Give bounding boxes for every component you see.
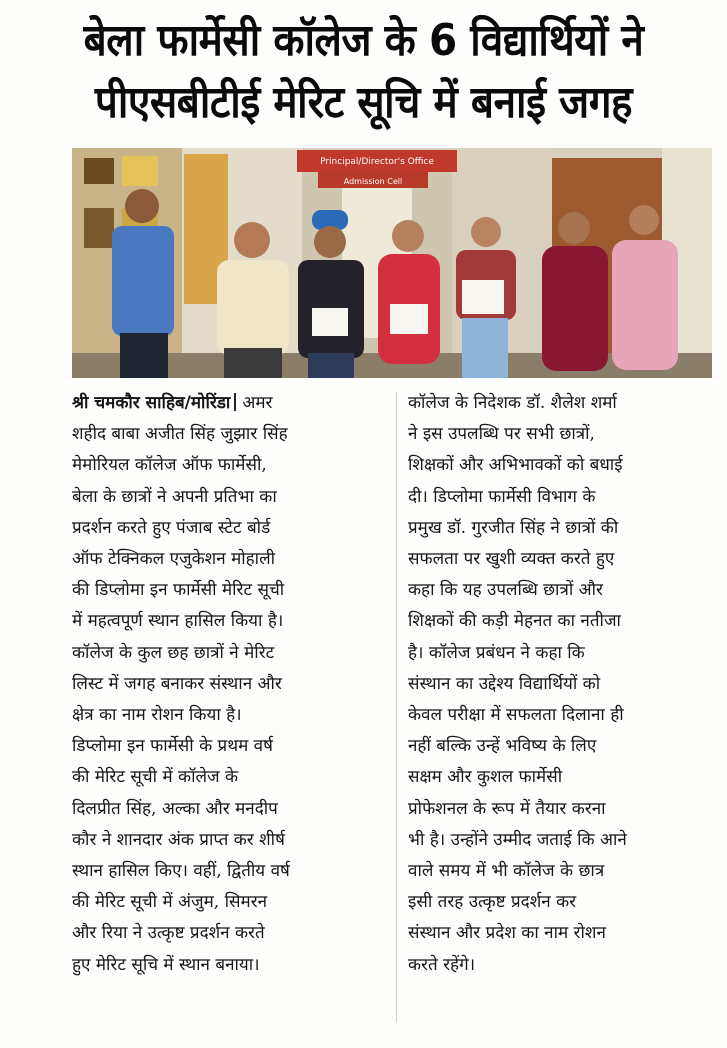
article-body <box>70 388 720 1038</box>
wall-frame <box>84 158 114 184</box>
certificate <box>390 304 428 334</box>
article-line: प्रदर्शन करते हुए पंजाब स्टेट बोर्ड <box>72 517 271 538</box>
column-divider <box>396 392 397 1022</box>
article-line: कॉलेज के निदेशक डॉ. शैलेश शर्मा <box>408 393 617 413</box>
article-line: डिप्लोमा इन फार्मेसी के प्रथम वर्ष <box>72 736 273 757</box>
article-line: शहीद बाबा अजीत सिंह जुझार सिंह <box>72 424 288 445</box>
article-line: केवल परीक्षा में सफलता दिलाना ही <box>408 705 624 726</box>
article-line: बेला के छात्रों ने अपनी प्रतिभा का <box>72 486 277 507</box>
certificate <box>462 280 504 314</box>
article-line: स्थान हासिल किए। वहीं, द्वितीय वर्ष <box>72 861 290 882</box>
article-line: संस्थान का उद्देश्य विद्यार्थियों को <box>408 673 601 694</box>
signboard-text-1: Principal/Director's Office <box>320 157 434 167</box>
article-line: नहीं बल्कि उन्हें भविष्य के लिए <box>408 736 597 757</box>
article-column-left <box>72 388 384 981</box>
article-column-right <box>408 388 720 981</box>
article-line: लिस्ट में जगह बनाकर संस्थान और <box>72 673 282 694</box>
article-line: संस्थान और प्रदेश का नाम रोशन <box>408 923 606 944</box>
article-line: शिक्षकों और अभिभावकों को बधाई <box>408 455 623 476</box>
article-line: करते रहेंगे। <box>408 954 476 975</box>
article-line: है। कॉलेज प्रबंधन ने कहा कि <box>408 642 585 663</box>
certificate <box>312 308 348 336</box>
article-line: की मेरिट सूची में कॉलेज के <box>72 767 239 788</box>
article-line: ने इस उपलब्धि पर सभी छात्रों, <box>408 424 595 445</box>
article-line: भी है। उन्होंने उम्मीद जताई कि आने <box>408 829 627 850</box>
article-line: प्रमुख डॉ. गुरजीत सिंह ने छात्रों की <box>408 517 619 538</box>
news-photo <box>72 148 712 378</box>
signboard-text-2: Admission Cell <box>343 177 403 186</box>
article-line: में महत्वपूर्ण स्थान हासिल किया है। <box>72 611 284 632</box>
article-line: की डिप्लोमा इन फार्मेसी मेरिट सूची <box>72 580 285 601</box>
article-line: सफलता पर खुशी व्यक्त करते हुए <box>408 549 615 570</box>
article-line: सक्षम और कुशल फार्मेसी <box>408 767 563 788</box>
article-line: की मेरिट सूची में अंजुम, सिमरन <box>72 892 268 913</box>
headline-line-1: बेला फार्मेसी कॉलेज के 6 विद्यार्थियों ने <box>83 15 644 66</box>
article-line: वाले समय में भी कॉलेज के छात्र <box>408 861 605 882</box>
article-line: इसी तरह उत्कृष्ट प्रदर्शन कर <box>408 892 577 913</box>
article-line: मेमोरियल कॉलेज ऑफ फार्मेसी, <box>72 455 267 476</box>
article-line: दी। डिप्लोमा फार्मेसी विभाग के <box>408 486 596 507</box>
article-line: और रिया ने उत्कृष्ट प्रदर्शन करते <box>72 923 265 944</box>
dateline-separator <box>234 393 236 411</box>
article-line: कहा कि यह उपलब्धि छात्रों और <box>408 580 603 601</box>
headline <box>8 10 719 140</box>
wall-frame <box>84 208 114 248</box>
article-line: शिक्षकों की कड़ी मेहनत का नतीजा <box>408 611 621 632</box>
article-line: प्रोफेशनल के रूप में तैयार करना <box>408 798 606 819</box>
article-line: क्षेत्र का नाम रोशन किया है। <box>72 705 242 726</box>
headline-line-2: पीएसबीटीई मेरिट सूचि में बनाई जगह <box>94 77 633 128</box>
article-line: श्री चमकौर साहिब/मोरिंडा अमर <box>72 393 273 413</box>
article-line: कौर ने शानदार अंक प्राप्त कर शीर्ष <box>72 829 285 850</box>
photo-illustration <box>72 148 712 378</box>
article-line: कॉलेज के कुल छह छात्रों ने मेरिट <box>72 642 275 663</box>
dateline: श्री चमकौर साहिब/मोरिंडा <box>72 393 231 413</box>
article-line: हुए मेरिट सूचि में स्थान बनाया। <box>72 954 260 975</box>
article-line: ऑफ टेक्निकल एजुकेशन मोहाली <box>72 549 276 570</box>
article-line: दिलप्रीत सिंह, अल्का और मनदीप <box>72 798 278 819</box>
wall-frame <box>122 156 158 186</box>
